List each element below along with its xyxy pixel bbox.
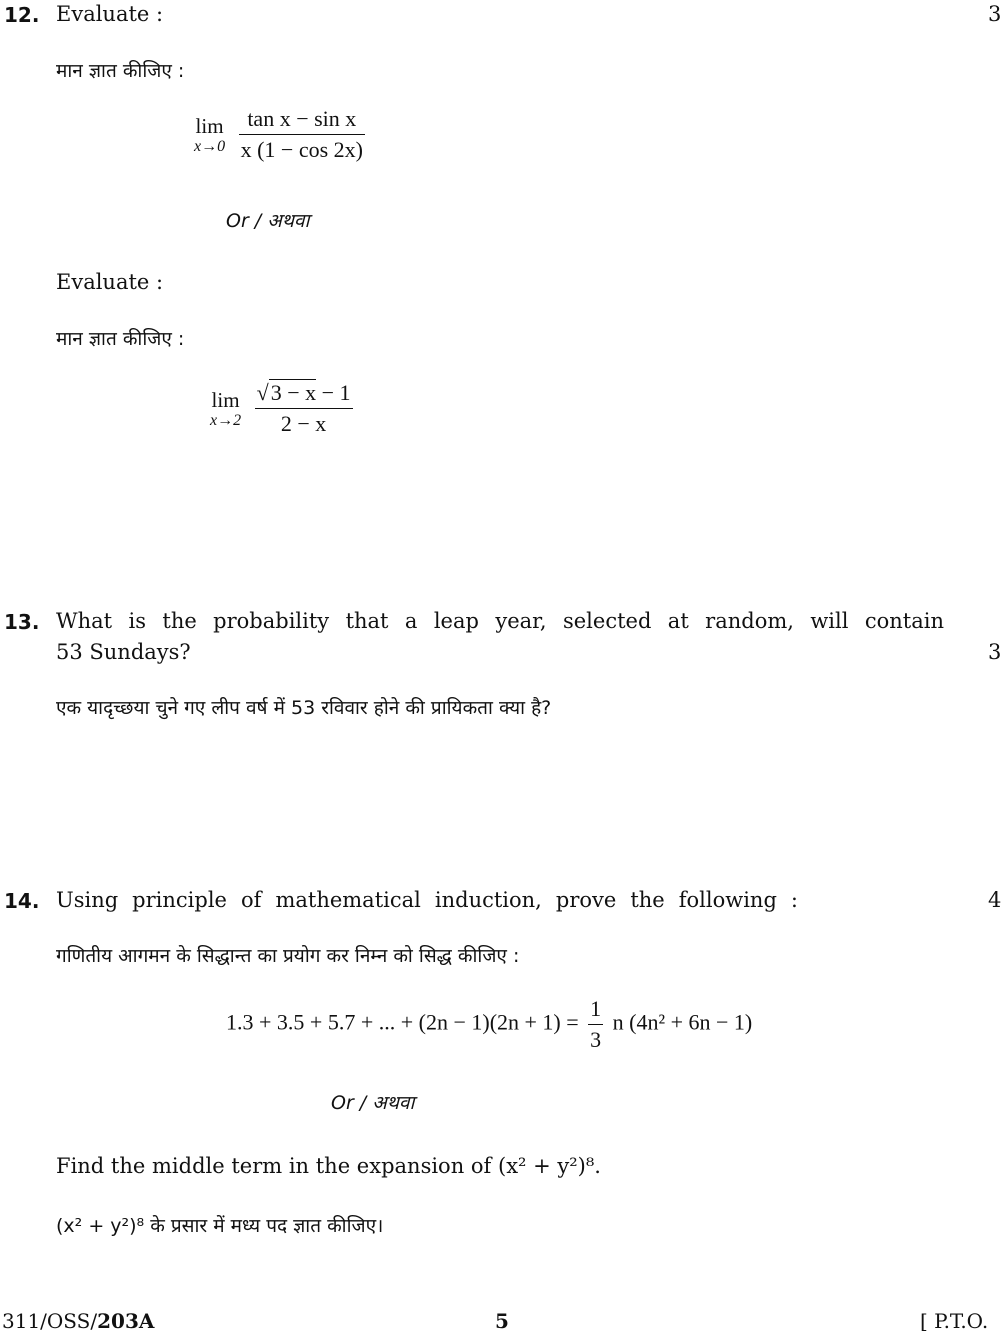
q13-number: 13. bbox=[4, 610, 40, 634]
q14-question-en: Using principle of mathematical induction, prove the following : bbox=[56, 888, 798, 912]
q13-question-line1: What is the probability that a leap year, selected at random, will contain bbox=[56, 609, 944, 633]
q12-instruction-en: Evaluate : bbox=[56, 2, 164, 26]
q12-instruction-en-2: Evaluate : bbox=[56, 270, 164, 294]
equation-fraction: $\frac{1}{3}$ bbox=[590, 996, 602, 1052]
q12-or-label: Or / अथवा bbox=[226, 210, 310, 232]
q14-number: 14. bbox=[4, 889, 40, 913]
pto-label: [ P.T.O. bbox=[920, 1309, 989, 1333]
q12-marks: 3 bbox=[988, 2, 1002, 26]
limit-operator: lim x→2 bbox=[210, 387, 242, 429]
limit-fraction bbox=[255, 380, 353, 437]
q12-limit-expression bbox=[194, 106, 365, 163]
q12-instruction-hi: मान ज्ञात कीजिए : bbox=[56, 60, 185, 82]
equation-left: 1.3 + 3.5 + 5.7 + ... + (2n − 1)(2n + 1) = bbox=[226, 1009, 579, 1035]
square-root: 3 − x bbox=[270, 380, 317, 405]
fraction-denominator: x (1 − cos 2x) bbox=[240, 137, 363, 162]
equation-right: n (4n² + 6n − 1) bbox=[612, 1009, 753, 1035]
limit-operator: lim x→0 bbox=[194, 113, 226, 155]
limit-fraction bbox=[239, 106, 365, 163]
q14-question-hi: गणितीय आगमन के सिद्धान्त का प्रयोग कर निम्न को सिद्ध कीजिए : bbox=[56, 945, 520, 967]
page-number: 5 bbox=[495, 1309, 509, 1333]
q14-induction-equation bbox=[226, 996, 752, 1053]
q14-alternative-en: Find the middle term in the expansion of (x² + y²)⁸. bbox=[56, 1154, 601, 1178]
q12-instruction-hi-2: मान ज्ञात कीजिए : bbox=[56, 328, 185, 350]
paper-code: 311/OSS/203A bbox=[2, 1309, 155, 1333]
q14-alternative-hi: (x² + y²)⁸ के प्रसार में मध्य पद ज्ञात कीजिए। bbox=[56, 1215, 384, 1237]
q13-question-hi: एक यादृच्छया चुने गए लीप वर्ष में 53 रविवार होने की प्रायिकता क्या है? bbox=[56, 697, 552, 719]
q12-number: 12. bbox=[4, 3, 40, 27]
q13-marks: 3 bbox=[988, 640, 1002, 664]
paper-code-bold: 203A bbox=[97, 1309, 155, 1333]
fraction-denominator: 2 − x bbox=[280, 411, 327, 436]
fraction-numerator: tan x − sin x bbox=[239, 106, 365, 135]
q13-question-line2: 53 Sundays? bbox=[56, 640, 191, 664]
fraction-numerator: √3 − x − 1 bbox=[255, 380, 353, 409]
q12-limit-expression-2 bbox=[210, 380, 353, 437]
q14-marks: 4 bbox=[988, 888, 1002, 912]
q14-or-label: Or / अथवा bbox=[331, 1092, 415, 1114]
